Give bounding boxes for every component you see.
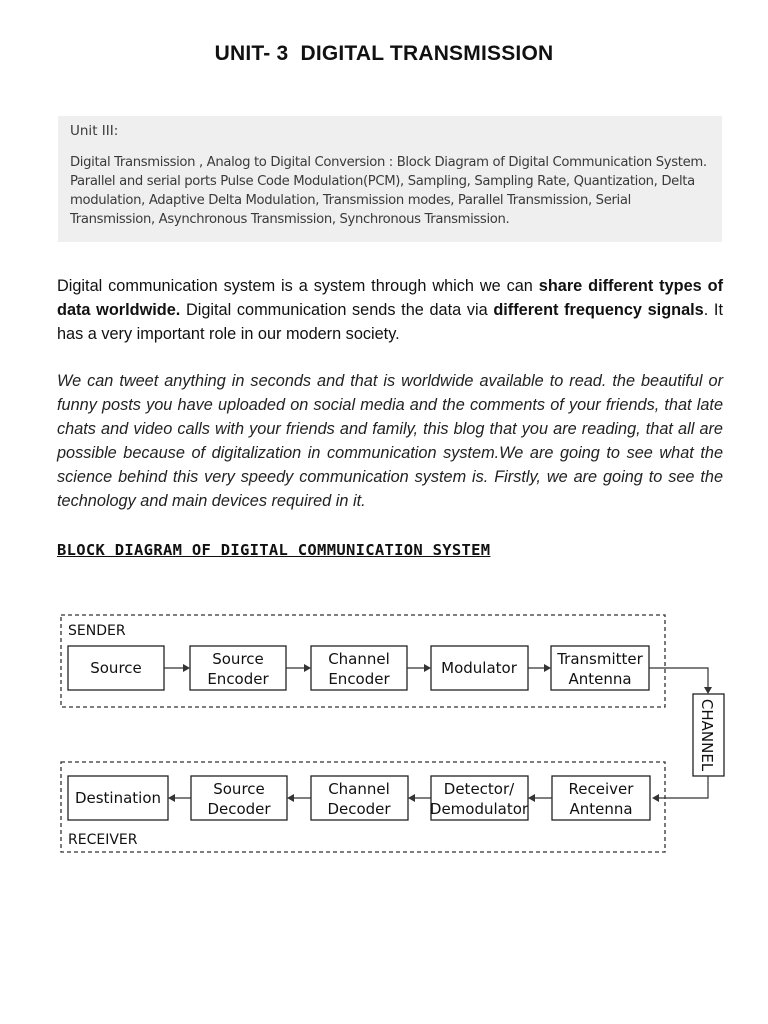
intro-text-3: . It has a very important role in our modern society. [57,301,723,343]
italic-paragraph: We can tweet anything in seconds and that is worldwide available to read. the beautiful or funny posts you have uploaded on social media and the comments of your friends, that late chats and video calls with your friends and family, this blog that you are reading, that all are possible because of digitalization in communication system.We are going to see what the science behind this very speedy communication system is. Firstly, we are going to see the technology and main devices required in it. [57,372,723,510]
channel-block [693,694,724,776]
block-line: Antenna [569,800,633,818]
receiver-block-receiver-antenna [552,776,650,820]
sender-block-channel-encoder [311,646,407,690]
sender-block-source-encoder [190,646,286,690]
sender-block-source [68,646,164,690]
syllabus-text: Digital Transmission , Analog to Digital Conversion : Block Diagram of Digital Communication System. Parallel and serial ports Pulse Code Modulation(PCM), Sampling, Sampling Rate, Quantization, Delta modulation, Adaptive Delta Modulation, Transmission modes, Parallel Transmission, Serial Transmission, Asynchronous Transmission, Synchronous Transmission. [70,155,707,227]
receiver-block-channel-decoder [311,776,408,820]
block-line: Antenna [568,670,632,688]
block-line: Source [212,650,264,668]
page-title: UNIT- 3 DIGITAL TRANSMISSION [214,42,554,65]
block-line: Detector/ [443,780,515,798]
section-heading: BLOCK DIAGRAM OF DIGITAL COMMUNICATION SYSTEM [57,541,491,559]
block-line: Channel [328,780,390,798]
block-line: Channel [328,650,390,668]
block-line: Transmitter [557,650,643,668]
intro-bold-2: different frequency signals [493,301,704,319]
intro-text-2: Digital communication sends the data via [180,301,494,319]
block-line: Decoder [207,800,271,818]
receiver-label: RECEIVER [68,832,138,848]
sender-label: SENDER [68,623,126,639]
syllabus-heading: Unit III: [70,123,119,139]
block-line: Encoder [207,670,269,688]
sender-block-transmitter-antenna [551,646,649,690]
receiver-block-destination [68,776,168,820]
block-line: Source [90,659,142,677]
block-line: Destination [74,789,162,807]
block-line: Receiver [568,780,634,798]
sender-block-modulator [431,646,528,690]
intro-bold-1: share different types of data worldwide. [57,277,723,319]
receiver-block-demodulator [430,776,529,820]
arrowhead [652,794,659,802]
receiver-block-source-decoder [191,776,287,820]
block-line: Decoder [327,800,391,818]
block-line: Encoder [328,670,390,688]
block-line: Demodulator [429,800,529,818]
channel-label: CHANNEL [698,698,716,772]
block-line: Modulator [441,659,517,677]
channel-to-receiver-wire [659,776,708,798]
block-line: Source [213,780,265,798]
intro-text-1: Digital communication system is a system through which we can [57,277,539,295]
